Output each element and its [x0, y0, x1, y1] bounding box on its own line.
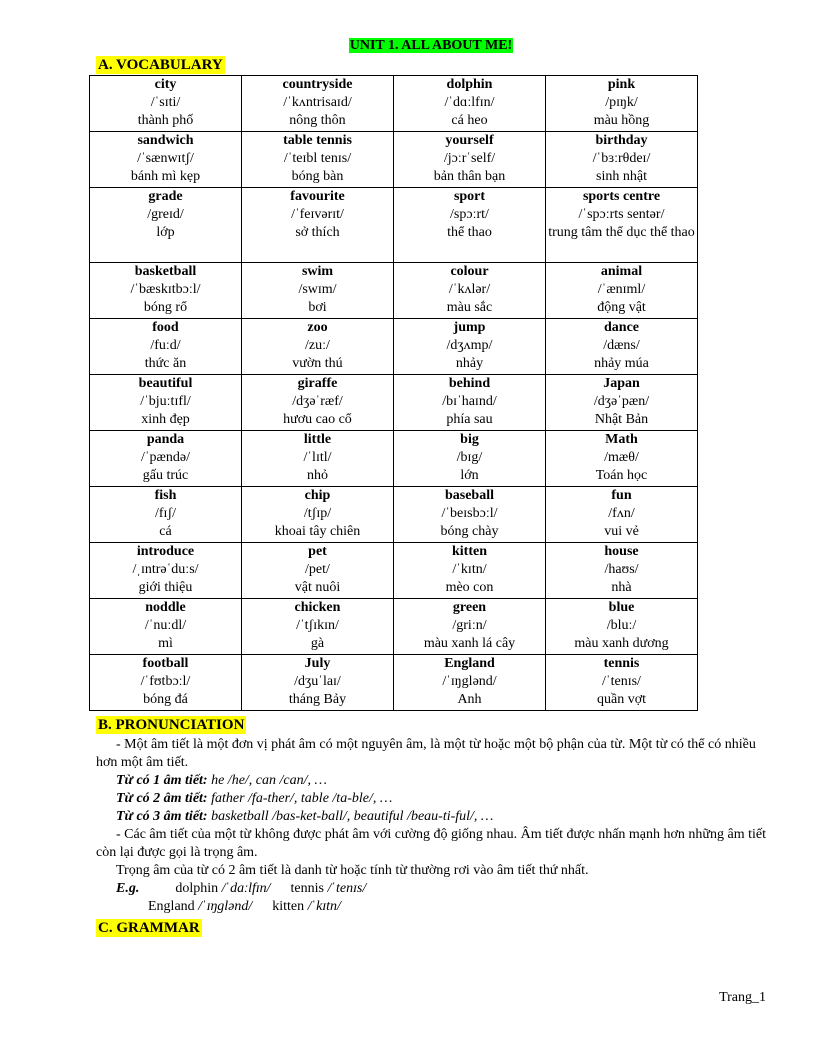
section-pronunciation-heading: B. PRONUNCIATION: [98, 717, 245, 733]
three-syllable-label: Từ có 3 âm tiết:: [116, 809, 208, 824]
vocab-meaning: phía sau: [446, 412, 493, 427]
vocab-row: [90, 132, 698, 188]
vocab-meaning: nhà: [611, 580, 632, 595]
vocab-meaning: vườn thú: [292, 356, 343, 371]
vocab-word: pet: [308, 544, 327, 559]
vocab-cell: [546, 263, 698, 319]
vocab-cell: [394, 188, 546, 263]
vocab-ipa: /bɪg/: [456, 450, 483, 465]
vocab-meaning: lớp: [156, 225, 175, 240]
unit-title-text: UNIT 1. ALL ABOUT ME!: [349, 38, 513, 53]
vocab-cell: [394, 76, 546, 132]
vocab-meaning: Anh: [457, 692, 482, 707]
vocab-cell: [394, 263, 546, 319]
stress-rule: Trọng âm của từ có 2 âm tiết là danh từ hoặc tính từ thường rơi vào âm tiết thứ nhất.: [116, 863, 589, 878]
vocab-ipa: /tʃɪp/: [303, 506, 332, 521]
vocab-word: table tennis: [283, 133, 352, 148]
vocab-ipa: /greɪd/: [147, 207, 184, 222]
vocab-row: [90, 375, 698, 431]
vocab-meaning: động vật: [597, 300, 646, 315]
example-word: England: [148, 899, 195, 914]
vocab-cell: [242, 132, 394, 188]
vocab-meaning: sở thích: [295, 225, 340, 240]
vocab-meaning: sinh nhật: [596, 169, 647, 184]
vocab-word: chicken: [294, 600, 341, 615]
vocab-ipa: /fɪʃ/: [155, 506, 176, 521]
vocab-ipa: /fuːd/: [150, 338, 181, 353]
vocab-ipa: /ˈsɪti/: [150, 95, 181, 110]
vocab-cell: [394, 487, 546, 543]
vocab-cell: [90, 487, 242, 543]
vocab-cell: [242, 655, 394, 711]
vocab-word: house: [604, 544, 639, 559]
vocab-cell: [546, 132, 698, 188]
two-syllable-line: [96, 790, 772, 808]
vocab-meaning: Nhật Bản: [594, 412, 649, 427]
vocab-cell: [242, 188, 394, 263]
vocab-ipa: /swɪm/: [298, 282, 337, 297]
unit-title: [0, 38, 816, 54]
vocab-meaning: màu xanh dương: [574, 636, 669, 651]
vocab-row: [90, 655, 698, 711]
vocab-ipa: /ˈlɪtl/: [303, 450, 332, 465]
page-number: Trang_1: [719, 990, 766, 1005]
vocab-ipa: /ˈkʌntrisaɪd/: [283, 95, 352, 110]
vocab-cell: [90, 263, 242, 319]
example-ipa: /ˈtenɪs/: [323, 881, 367, 896]
example-word: dolphin: [175, 881, 219, 896]
vocab-meaning: thể thao: [447, 225, 492, 240]
vocab-ipa: /mæθ/: [604, 450, 639, 465]
vocab-word: yourself: [445, 133, 494, 148]
vocab-cell: [546, 431, 698, 487]
vocab-ipa: /ˈænɪml/: [597, 282, 646, 297]
three-syllable-examples: basketball /bas-ket-ball/, beautiful /beau-ti-ful/, …: [207, 809, 494, 824]
vocab-cell: [546, 487, 698, 543]
vocab-meaning: trung tâm thể dục thể thao: [548, 225, 695, 240]
vocab-word: city: [154, 77, 177, 92]
three-syllable-line: [96, 808, 772, 826]
vocab-ipa: /jɔːrˈself/: [443, 151, 496, 166]
vocab-cell: [90, 319, 242, 375]
vocab-ipa: /ˈtenɪs/: [602, 674, 641, 689]
vocab-meaning: xinh đẹp: [141, 412, 190, 427]
vocab-ipa: /fʌn/: [608, 506, 635, 521]
vocab-meaning: màu xanh lá cây: [423, 636, 516, 651]
vocab-word: favourite: [290, 189, 345, 204]
vocab-meaning: mèo con: [445, 580, 494, 595]
vocab-word: noddle: [145, 600, 186, 615]
two-syllable-label: Từ có 2 âm tiết:: [116, 791, 208, 806]
two-syllable-examples: father /fa-ther/, table /ta-ble/, …: [207, 791, 393, 806]
vocab-ipa: /bɪˈhaɪnd/: [442, 394, 497, 409]
vocab-row: [90, 76, 698, 132]
vocab-meaning: nhảy: [455, 356, 484, 371]
example-word: tennis: [290, 881, 324, 896]
vocab-meaning: nông thôn: [289, 113, 346, 128]
vocab-cell: [546, 655, 698, 711]
vocab-cell: [546, 319, 698, 375]
vocab-cell: [546, 76, 698, 132]
vocab-word: beautiful: [138, 376, 193, 391]
vocab-meaning: cá heo: [451, 113, 488, 128]
vocab-ipa: /ˈkɪtn/: [452, 562, 487, 577]
vocab-meaning: quần vợt: [596, 692, 646, 707]
example-word: kitten: [272, 899, 305, 914]
vocab-ipa: /ˈfeɪvərɪt/: [291, 207, 344, 222]
vocab-meaning: vui vẻ: [604, 524, 639, 539]
vocab-word: food: [152, 320, 179, 335]
vocab-cell: [394, 319, 546, 375]
vocab-row: [90, 599, 698, 655]
vocab-meaning: tháng Bảy: [288, 692, 347, 707]
vocab-meaning: vật nuôi: [294, 580, 341, 595]
vocab-meaning: hươu cao cổ: [283, 412, 352, 427]
vocab-word: fun: [611, 488, 632, 503]
vocab-word: behind: [448, 376, 491, 391]
vocab-ipa: /dʒʌmp/: [446, 338, 493, 353]
vocab-ipa: /pɪŋk/: [605, 95, 638, 110]
vocab-word: zoo: [307, 320, 328, 335]
vocab-ipa: /dæns/: [603, 338, 640, 353]
vocab-meaning: bóng rổ: [143, 300, 188, 315]
vocab-word: jump: [453, 320, 486, 335]
vocab-meaning: giới thiệu: [138, 580, 193, 595]
vocab-meaning: màu sắc: [446, 300, 493, 315]
vocab-row: [90, 263, 698, 319]
vocab-ipa: /ˈbeɪsbɔːl/: [441, 506, 498, 521]
vocab-ipa: /pet/: [305, 562, 330, 577]
vocab-cell: [394, 655, 546, 711]
vocab-ipa: /ˈkʌlər/: [448, 282, 491, 297]
vocab-ipa: /ˈɪŋglənd/: [442, 674, 497, 689]
vocab-word: birthday: [595, 133, 648, 148]
vocab-row: [90, 319, 698, 375]
vocab-meaning: nhảy múa: [594, 356, 649, 371]
vocab-ipa: /spɔːrt/: [450, 207, 489, 222]
vocab-ipa: /ˈbæskɪtbɔːl/: [130, 282, 201, 297]
vocab-cell: [90, 132, 242, 188]
vocab-meaning: Toán học: [595, 468, 648, 483]
vocab-cell: [90, 655, 242, 711]
vocab-ipa: /bluː/: [606, 618, 637, 633]
vocab-ipa: /ˌɪntrəˈduːs/: [132, 562, 199, 577]
example-row-2: [96, 898, 772, 916]
vocab-ipa: /dʒuˈlaɪ/: [294, 674, 341, 689]
vocab-word: sport: [453, 189, 486, 204]
vocab-cell: [546, 375, 698, 431]
vocab-cell: [546, 188, 698, 263]
vocabulary-table: [89, 75, 698, 711]
vocab-word: tennis: [603, 656, 640, 671]
one-syllable-examples: he /he/, can /can/, …: [207, 773, 327, 788]
vocab-word: blue: [608, 600, 635, 615]
vocab-word: animal: [600, 264, 643, 279]
vocab-cell: [242, 543, 394, 599]
vocab-cell: [546, 543, 698, 599]
vocab-word: sports centre: [582, 189, 661, 204]
vocab-word: colour: [450, 264, 489, 279]
vocab-cell: [242, 375, 394, 431]
vocab-word: pink: [607, 77, 636, 92]
example-ipa: /ˈɪŋglənd/: [194, 899, 253, 914]
vocab-cell: [242, 76, 394, 132]
vocab-word: chip: [304, 488, 331, 503]
vocab-meaning: gấu trúc: [142, 468, 189, 483]
vocab-word: dance: [604, 320, 639, 335]
vocab-word: Japan: [603, 376, 640, 391]
example-label: E.g.: [116, 881, 140, 896]
vocab-row: [90, 487, 698, 543]
vocab-ipa: /ˈsænwɪtʃ/: [137, 151, 194, 166]
vocab-meaning: thức ăn: [144, 356, 187, 371]
vocab-cell: [242, 431, 394, 487]
vocab-meaning: bóng đá: [143, 692, 188, 707]
one-syllable-label: Từ có 1 âm tiết:: [116, 773, 208, 788]
vocab-ipa: /ˈbɜːrθdeɪ/: [592, 151, 651, 166]
vocab-cell: [90, 543, 242, 599]
vocab-meaning: bơi: [308, 300, 327, 315]
vocab-cell: [394, 132, 546, 188]
vocab-row: [90, 188, 698, 263]
vocab-meaning: cá: [159, 524, 172, 539]
vocab-ipa: /ˈpændə/: [141, 450, 190, 465]
vocab-word: kitten: [452, 544, 487, 559]
vocab-meaning: thành phố: [137, 113, 194, 128]
vocab-word: July: [304, 656, 331, 671]
vocab-word: green: [452, 600, 487, 615]
vocab-meaning: bóng chày: [440, 524, 499, 539]
vocab-word: little: [303, 432, 332, 447]
vocab-cell: [394, 431, 546, 487]
vocab-ipa: /ˈspɔːrts sentər/: [578, 207, 665, 222]
vocab-ipa: /haʊs/: [604, 562, 639, 577]
vocab-word: countryside: [282, 77, 353, 92]
vocab-word: England: [444, 656, 495, 671]
vocab-meaning: khoai tây chiên: [274, 524, 361, 539]
section-vocabulary-heading: A. VOCABULARY: [98, 57, 223, 73]
vocab-word: baseball: [444, 488, 494, 503]
vocab-meaning: gà: [310, 636, 325, 651]
vocab-row: [90, 431, 698, 487]
vocab-word: football: [142, 656, 189, 671]
vocab-word: introduce: [136, 544, 195, 559]
vocab-meaning: bản thân bạn: [433, 169, 506, 184]
vocab-meaning: bánh mì kẹp: [130, 169, 201, 184]
vocab-meaning: bóng bàn: [291, 169, 344, 184]
vocab-cell: [394, 543, 546, 599]
vocab-cell: [90, 599, 242, 655]
vocab-word: grade: [148, 189, 183, 204]
vocab-meaning: mì: [158, 636, 173, 651]
vocab-cell: [394, 375, 546, 431]
vocab-ipa: /ˈdɑːlfɪn/: [444, 95, 495, 110]
vocab-meaning: lớn: [460, 468, 479, 483]
syllable-definition: - Một âm tiết là một đơn vị phát âm có một nguyên âm, là một từ hoặc một bộ phận của từ. Một từ có thể có nhiều hơn một âm tiết.: [96, 737, 756, 770]
example-ipa: /ˈkɪtn/: [304, 899, 341, 914]
vocab-ipa: /ˈtʃɪkɪn/: [296, 618, 339, 633]
vocab-cell: [90, 375, 242, 431]
vocab-ipa: /griːn/: [452, 618, 487, 633]
vocab-cell: [242, 599, 394, 655]
vocab-meaning: màu hồng: [593, 113, 650, 128]
vocab-word: basketball: [134, 264, 197, 279]
vocab-ipa: /ˈfʊtbɔːl/: [140, 674, 191, 689]
vocab-word: big: [460, 432, 479, 447]
vocab-ipa: /dʒəˈræf/: [292, 394, 343, 409]
vocab-cell: [242, 319, 394, 375]
vocab-word: swim: [301, 264, 334, 279]
vocab-meaning: nhỏ: [307, 468, 328, 483]
stress-definition: - Các âm tiết của một từ không được phát âm với cường độ giống nhau. Âm tiết được nhấn mạnh hơn những âm tiết còn lại được gọi là trọng âm.: [96, 827, 766, 860]
vocab-word: Math: [605, 432, 638, 447]
vocab-cell: [90, 76, 242, 132]
vocab-cell: [546, 599, 698, 655]
vocab-cell: [242, 263, 394, 319]
vocab-ipa: /ˈnuːdl/: [144, 618, 187, 633]
vocab-word: sandwich: [137, 133, 194, 148]
vocab-word: giraffe: [297, 376, 338, 391]
vocab-word: dolphin: [446, 77, 493, 92]
vocab-cell: [242, 487, 394, 543]
example-ipa: /ˈdaːlfɪn/: [218, 881, 271, 896]
vocab-cell: [90, 188, 242, 263]
vocab-ipa: /dʒəˈpæn/: [593, 394, 650, 409]
pronunciation-section: [96, 736, 772, 916]
vocab-row: [90, 543, 698, 599]
vocab-ipa: /ˈteɪbl tenɪs/: [283, 151, 352, 166]
one-syllable-line: [96, 772, 772, 790]
vocab-ipa: /ˈbjuːtɪfl/: [140, 394, 191, 409]
vocab-cell: [394, 599, 546, 655]
vocab-word: panda: [146, 432, 185, 447]
example-row-1: [96, 880, 772, 898]
section-grammar-heading: C. GRAMMAR: [98, 920, 200, 936]
vocab-cell: [90, 431, 242, 487]
vocab-word: fish: [154, 488, 177, 503]
vocab-ipa: /zuː/: [305, 338, 330, 353]
